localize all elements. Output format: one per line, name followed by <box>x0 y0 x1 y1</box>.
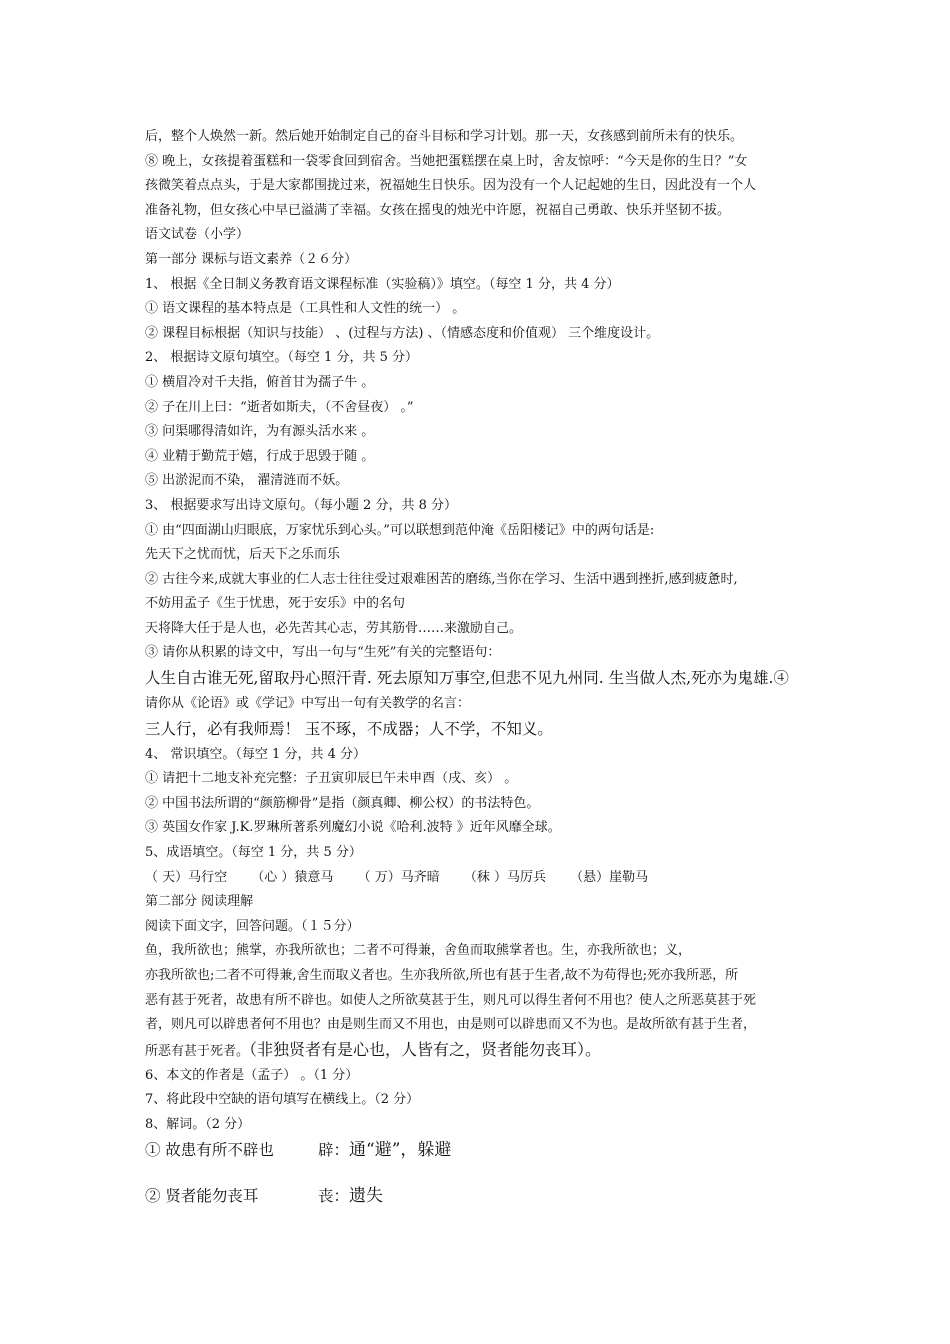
answer-line: ③ 请你从积累的诗文中，写出一句与“生死”有关的完整语句： <box>145 645 501 661</box>
answer-line: ① 由“四面湖山归眼底，万家忧乐到心头。”可以联想到范仲淹《岳阳楼记》中的两句话是: <box>145 522 655 538</box>
vocab-term: ① 故患有所不辟也 <box>145 1140 274 1159</box>
question: 4、 常识填空。（每空 1 分，共 4 分） <box>145 746 366 762</box>
document-page <box>145 127 813 1212</box>
idiom-item: （心 ）猿意马 <box>251 869 334 885</box>
question: 5、成语填空。（每空 1 分，共 5 分） <box>145 845 362 861</box>
answer-line: 请你从《论语》或《学记》中写出一句有关教学的名言： <box>145 696 471 712</box>
answer-line: ② 子在川上曰：“逝者如斯夫，（不舍昼夜） 。” <box>145 399 414 415</box>
vocab-answer: 通“避”，躲避 <box>349 1139 452 1160</box>
idiom-item: （秣 ）马厉兵 <box>463 869 546 885</box>
section-heading: 第一部分 课标与语文素养（２６分） <box>145 251 358 267</box>
passage-text: 所恶有甚于死者。 <box>145 1043 250 1059</box>
answer-line: ③ 英国女作家 J.K.罗琳所著系列魔幻小说《哈利.波特 》近年风靡全球。 <box>145 820 561 836</box>
text-line: 孩微笑着点点头，于是大家都围拢过来，祝福她生日快乐。因为没有一个人记起她的生日，因此没有一个人 <box>145 178 757 194</box>
answer-line: ② 课程目标根据（知识与技能） 、(过程与方法) 、（情感态度和价值观） 三个维度设计。 <box>145 325 660 341</box>
vocab-row <box>145 1140 813 1166</box>
answer-line: ① 横眉冷对千夫指，俯首甘为孺子牛 。 <box>145 374 375 390</box>
answer-line: ② 古往今来,成就大事业的仁人志士往往受过艰难困苦的磨练,当你在学习、生活中遇到挫折,感到疲惫时, <box>145 571 738 587</box>
answer-line: ③ 问渠哪得清如许，为有源头活水来 。 <box>145 424 375 440</box>
answer-line: 三人行，必有我师焉！ 玉不琢，不成器；人不学，不知义。 <box>145 719 553 738</box>
question: 阅读下面文字，回答问题。（１５分） <box>145 918 360 934</box>
question: 6、本文的作者是（孟子） 。（1 分） <box>145 1067 359 1083</box>
exam-title: 语文试卷（小学） <box>145 227 250 243</box>
answer-line: ⑤ 出淤泥而不染， 濯清涟而不妖。 <box>145 473 349 489</box>
answer-line: ① 请把十二地支补充完整：子丑寅卯辰巳午未申酉（戌、亥） 。 <box>145 771 518 787</box>
answer-line: 人生自古谁无死,留取丹心照汗青. 死去原知万事空,但悲不见九州同. 生当做人杰,死亦为鬼雄.④ <box>145 669 789 688</box>
text-line: 后，整个人焕然一新。然后她开始制定自己的奋斗目标和学习计划。那一天，女孩感到前所未有的快乐。 <box>145 129 744 144</box>
passage-line: 亦我所欲也;二者不可得兼,舍生而取义者也。生亦我所欲,所也有甚于生者,故不为苟得也;死亦我所恶，所 <box>145 968 739 983</box>
answer-line: 不妨用孟子《生于忧患，死于安乐》中的名句 <box>145 596 406 612</box>
vocab-row <box>145 1186 813 1212</box>
answer-line: ② 中国书法所谓的“颜筋柳骨”是指（颜真卿、柳公权）的书法特色。 <box>145 795 540 811</box>
idiom-item: （ 万）马齐暗 <box>357 869 440 885</box>
question: 1、 根据《全日制义务教育语文课程标准（实验稿）》填空。（每空 1 分，共 4 分） <box>145 276 620 292</box>
question: 7、将此段中空缺的语句填写在横线上。（2 分） <box>145 1092 420 1108</box>
answer-line: ① 语文课程的基本特点是（工具性和人文性的统一） 。 <box>145 301 466 317</box>
vocab-answer: 遗失 <box>349 1185 384 1206</box>
question: 8、解词。（2 分） <box>145 1116 251 1132</box>
answer-line: 天将降大任于是人也，必先苦其心志，劳其筋骨……来激励自己。 <box>145 620 523 636</box>
answer-line: 先天下之忧而忧，后天下之乐而乐 <box>145 547 341 563</box>
passage-line <box>145 1040 813 1066</box>
passage-line: 者，则凡可以辟患者何不用也？由是则生而又不用也，由是则可以辟患而又不为也。是故所欲有甚于生者， <box>145 1017 757 1033</box>
question: 2、 根据诗文原句填空。（每空 1 分，共 5 分） <box>145 350 418 366</box>
vocab-label: 丧： <box>318 1186 350 1205</box>
section-heading: 第二部分 阅读理解 <box>145 894 254 910</box>
passage-line: 鱼，我所欲也；熊掌，亦我所欲也；二者不可得兼，舍鱼而取熊掌者也。生，亦我所欲也；义， <box>145 943 692 959</box>
vocab-term: ② 贤者能勿丧耳 <box>145 1186 259 1205</box>
vocab-label: 辟： <box>318 1140 350 1159</box>
text-line: ⑧ 晚上，女孩提着蛋糕和一袋零食回到宿舍。当她把蛋糕摆在桌上时，舍友惊呼：“今天是你的生日？”女 <box>145 153 748 169</box>
idiom-item: （ 天）马行空 <box>145 869 228 885</box>
answer-line: ④ 业精于勤荒于嬉，行成于思毁于随 。 <box>145 448 375 464</box>
question: 3、 根据要求写出诗文原句。（每小题 2 分，共 8 分） <box>145 497 457 513</box>
spacer <box>145 1166 813 1186</box>
filled-answer: （非独贤者有是心也，人皆有之，贤者能勿丧耳）。 <box>249 1039 602 1059</box>
idiom-item: （悬）崖勒马 <box>570 869 649 885</box>
text-line: 准备礼物，但女孩心中早已溢满了幸福。女孩在摇曳的烛光中许愿，祝福自己勇敢、快乐并坚韧不拔。 <box>145 202 731 218</box>
passage-line: 恶有甚于死者，故患有所不辟也。如使人之所欲莫甚于生，则凡可以得生者何不用也？使人之所恶莫甚于死 <box>145 992 757 1008</box>
idiom-blanks <box>145 868 813 893</box>
